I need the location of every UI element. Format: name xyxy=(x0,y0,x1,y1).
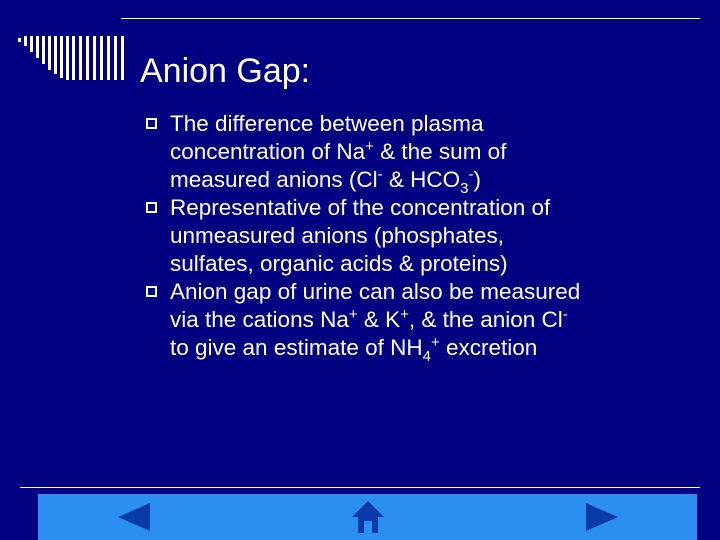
bullet-text: Anion gap of urine can also be measured xyxy=(170,279,581,304)
bullet-line xyxy=(170,306,706,334)
superscript: - xyxy=(377,166,383,183)
bullet-line xyxy=(170,138,706,166)
bullet-text: & HCO xyxy=(382,167,461,192)
decorative-stripes xyxy=(0,0,720,80)
bullet-line xyxy=(170,250,706,278)
bullet-list xyxy=(146,110,706,365)
superscript: - xyxy=(468,166,474,183)
divider-line xyxy=(20,487,700,488)
bullet-text: via the cations Na xyxy=(170,307,349,332)
navigation-bar xyxy=(38,494,697,540)
square-bullet-icon xyxy=(146,286,157,297)
home-icon xyxy=(350,499,386,535)
superscript: + xyxy=(348,306,358,323)
superscript: + xyxy=(430,334,440,351)
bullet-line xyxy=(170,166,706,197)
bullet-line xyxy=(170,334,706,365)
bullet-text: concentration of Na xyxy=(170,139,366,164)
bullet-text: to give an estimate of NH xyxy=(170,335,423,360)
subscript: 4 xyxy=(422,348,431,365)
bullet-item xyxy=(146,110,706,197)
bullet-text: Representative of the concentration of xyxy=(170,195,551,220)
slide-title: Anion Gap: xyxy=(140,52,311,90)
bullet-line xyxy=(170,194,706,222)
bullet-line xyxy=(170,222,706,250)
superscript: - xyxy=(562,306,568,323)
bullet-text: & the sum of xyxy=(373,139,507,164)
home-button[interactable] xyxy=(308,494,428,540)
square-bullet-icon xyxy=(146,202,157,213)
superscript: + xyxy=(400,306,409,323)
bullet-text: unmeasured anions (phosphates, xyxy=(170,223,504,248)
next-slide-button[interactable] xyxy=(542,494,662,540)
bullet-text: ) xyxy=(473,167,481,192)
bullet-text: The difference between plasma xyxy=(170,111,484,136)
subscript: 3 xyxy=(460,180,469,197)
bullet-line xyxy=(170,278,706,306)
triangle-left-icon xyxy=(116,501,152,533)
bullet-text: excretion xyxy=(439,335,538,360)
square-bullet-icon xyxy=(146,118,157,129)
bullet-text: measured anions (Cl xyxy=(170,167,378,192)
bullet-text: sulfates, organic acids & proteins) xyxy=(170,251,508,276)
bullet-text: , & the anion Cl xyxy=(408,307,563,332)
superscript: + xyxy=(365,138,374,155)
bullet-item xyxy=(146,194,706,278)
previous-slide-button[interactable] xyxy=(74,494,194,540)
bullet-item xyxy=(146,278,706,365)
bullet-text: & K xyxy=(357,307,401,332)
bullet-line xyxy=(170,110,706,138)
triangle-right-icon xyxy=(584,501,620,533)
